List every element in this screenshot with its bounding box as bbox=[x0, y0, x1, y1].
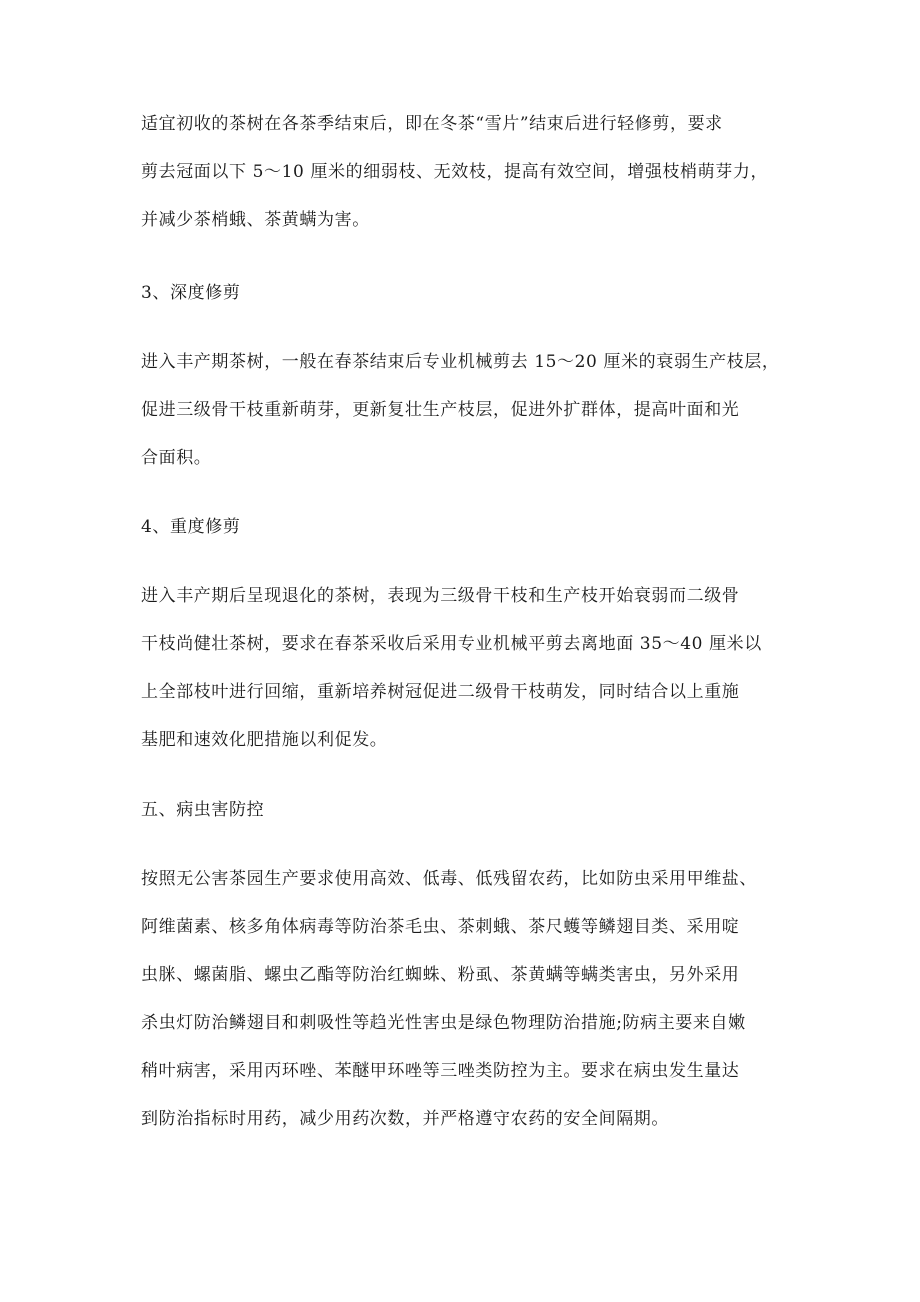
paragraph-pest-control-line: 虫脒、螺菌脂、螺虫乙酯等防治红蜘蛛、粉虱、茶黄螨等螨类害虫，另外采用 bbox=[141, 965, 740, 985]
section-heading-heavy-pruning: 4、重度修剪 bbox=[141, 517, 241, 537]
paragraph-heavy-pruning-line: 上全部枝叶进行回缩，重新培养树冠促进二级骨干枝萌发，同时结合以上重施 bbox=[141, 682, 740, 702]
section-heading-deep-pruning: 3、深度修剪 bbox=[141, 283, 241, 303]
paragraph-pest-control-line: 阿维菌素、核多角体病毒等防治茶毛虫、茶刺蛾、茶尺蠖等鳞翅目类、采用啶 bbox=[141, 917, 740, 937]
paragraph-light-pruning-line: 并减少茶梢蛾、茶黄螨为害。 bbox=[141, 210, 370, 230]
paragraph-pest-control-line: 杀虫灯防治鳞翅目和刺吸性等趋光性害虫是绿色物理防治措施;防病主要来自嫩 bbox=[141, 1013, 746, 1033]
paragraph-deep-pruning-line: 合面积。 bbox=[141, 448, 212, 468]
paragraph-heavy-pruning-line: 进入丰产期后呈现退化的茶树，表现为三级骨干枝和生产枝开始衰弱而二级骨 bbox=[141, 586, 740, 606]
paragraph-deep-pruning-line: 进入丰产期茶树，一般在春茶结束后专业机械剪去 15～20 厘米的衰弱生产枝层， bbox=[141, 352, 780, 372]
paragraph-pest-control-line: 稍叶病害，采用丙环唑、苯醚甲环唑等三唑类防控为主。要求在病虫发生量达 bbox=[141, 1061, 740, 1081]
paragraph-heavy-pruning-line: 基肥和速效化肥措施以利促发。 bbox=[141, 730, 388, 750]
paragraph-light-pruning-line: 适宜初收的茶树在各茶季结束后，即在冬茶“雪片”结束后进行轻修剪，要求 bbox=[141, 114, 723, 134]
paragraph-pest-control-line: 到防治指标时用药，减少用药次数，并严格遵守农药的安全间隔期。 bbox=[141, 1109, 669, 1129]
paragraph-deep-pruning-line: 促进三级骨干枝重新萌芽，更新复壮生产枝层，促进外扩群体，提高叶面和光 bbox=[141, 400, 740, 420]
paragraph-pest-control-line: 按照无公害茶园生产要求使用高效、低毒、低残留农药，比如防虫采用甲维盐、 bbox=[141, 869, 757, 889]
paragraph-heavy-pruning-line: 干枝尚健壮茶树，要求在春茶采收后采用专业机械平剪去离地面 35～40 厘米以 bbox=[141, 634, 762, 654]
section-heading-pest-control: 五、病虫害防控 bbox=[141, 800, 265, 820]
paragraph-light-pruning-line: 剪去冠面以下 5～10 厘米的细弱枝、无效枝，提高有效空间，增强枝梢萌芽力， bbox=[141, 162, 769, 182]
